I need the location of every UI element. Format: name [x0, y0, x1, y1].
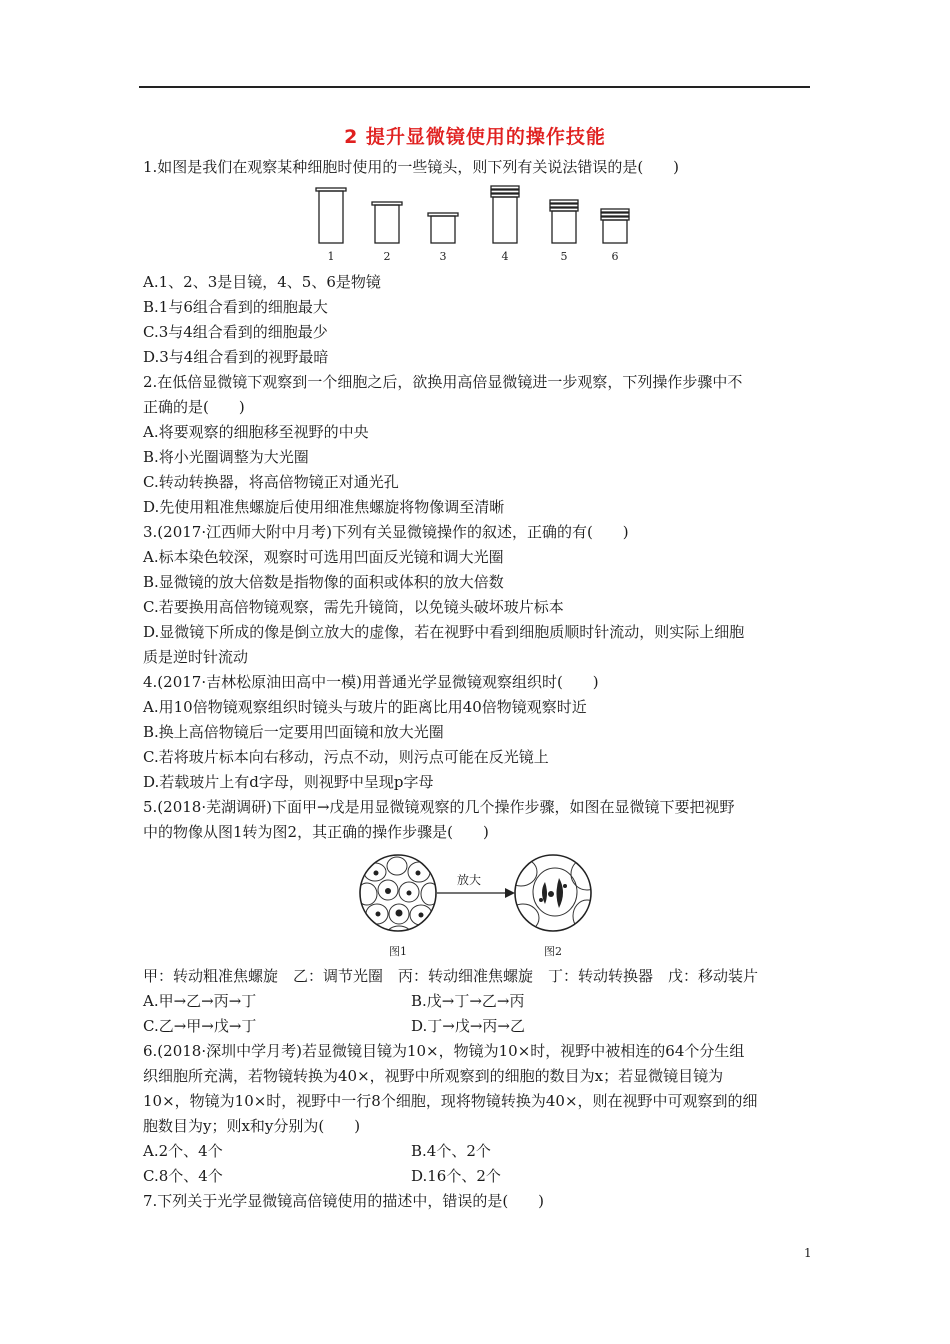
q6-option-d: D.16个、2个	[411, 1167, 501, 1185]
q6-stem-line2: 织细胞所充满，若物镜转换为40×，视野中所观察到的细胞的数目为x；若显微镜目镜为	[143, 1067, 724, 1085]
arrow-label: 放大	[456, 873, 482, 887]
q5-option-c: C.乙→甲→戊→丁	[143, 1017, 257, 1035]
eyepiece-2	[372, 202, 402, 243]
q5-steps: 甲：转动粗准焦螺旋 乙：调节光圈 丙：转动细准焦螺旋 丁：转动转换器 戊：移动装片	[143, 967, 759, 985]
caption-figure-2: 图2	[544, 945, 562, 958]
lens-label: 3	[439, 250, 447, 263]
q2-option-a: A.将要观察的细胞移至视野的中央	[143, 423, 369, 441]
q5-option-d: D.丁→戊→丙→乙	[411, 1017, 525, 1035]
view-low-magnification	[357, 855, 439, 942]
lens-label: 6	[611, 250, 619, 263]
eyepiece-1	[316, 188, 346, 243]
q2-option-b: B.将小光圈调整为大光圈	[143, 448, 309, 466]
lens-figure	[300, 180, 650, 266]
q1-option-b: B.1与6组合看到的细胞最大	[143, 298, 328, 316]
q6-option-b: B.4个、2个	[411, 1142, 491, 1160]
q5-option-a: A.甲→乙→丙→丁	[143, 992, 257, 1010]
q2-stem-line2: 正确的是( )	[143, 398, 245, 416]
q5-stem-line1: 5.(2018·芜湖调研)下面甲→戊是用显微镜观察的几个操作步骤，如图在显微镜下要把视野	[143, 798, 735, 816]
view-high-magnification	[505, 855, 603, 932]
lens-label: 4	[501, 250, 509, 263]
objective-4	[491, 186, 519, 243]
q6-stem-line1: 6.(2018·深圳中学月考)若显微镜目镜为10×，物镜为10×时，视野中被相连的64个分生组	[143, 1042, 745, 1060]
q4-option-b: B.换上高倍物镜后一定要用凹面镜和放大光圈	[143, 723, 444, 741]
q6-option-a: A.2个、4个	[143, 1142, 223, 1160]
q3-option-b: B.显微镜的放大倍数是指物像的面积或体积的放大倍数	[143, 573, 504, 591]
arrow-head	[505, 888, 515, 898]
top-rule	[139, 86, 810, 88]
q6-option-c: C.8个、4个	[143, 1167, 223, 1185]
q5-option-b: B.戊→丁→乙→丙	[411, 992, 525, 1010]
q2-option-c: C.转动转换器，将高倍物镜正对通光孔	[143, 473, 399, 491]
q7-stem: 7.下列关于光学显微镜高倍镜使用的描述中，错误的是( )	[143, 1192, 545, 1210]
q1-stem: 1.如图是我们在观察某种细胞时使用的一些镜头，则下列有关说法错误的是( )	[143, 158, 680, 176]
objective-6	[601, 209, 629, 243]
lens-label: 1	[327, 250, 335, 263]
q4-option-d: D.若载玻片上有d字母，则视野中呈现p字母	[143, 773, 434, 791]
q1-option-d: D.3与4组合看到的视野最暗	[143, 348, 329, 366]
lens-label: 2	[383, 250, 391, 263]
q4-option-a: A.用10倍物镜观察组织时镜头与玻片的距离比用40倍物镜观察时近	[143, 698, 587, 716]
lens-label: 5	[560, 250, 568, 263]
q3-option-d-line2: 质是逆时针流动	[143, 648, 249, 666]
q6-stem-line3: 10×，物镜为10×时，视野中一行8个细胞，现将物镜转换为40×，则在视野中可观察到的细	[143, 1092, 758, 1110]
page-number: 1	[804, 1246, 812, 1260]
q3-option-a: A.标本染色较深，观察时可选用凹面反光镜和调大光圈	[143, 548, 504, 566]
microscope-view-figure	[355, 852, 605, 962]
q5-stem-line2: 中的物像从图1转为图2，其正确的操作步骤是( )	[143, 823, 489, 841]
objective-5	[550, 200, 578, 243]
q3-option-d-line1: D.显微镜下所成的像是倒立放大的虚像，若在视野中看到细胞质顺时针流动，则实际上细胞	[143, 623, 745, 641]
q6-stem-line4: 胞数目为y；则x和y分别为( )	[143, 1117, 361, 1135]
q3-option-c: C.若要换用高倍物镜观察，需先升镜筒，以免镜头破坏玻片标本	[143, 598, 564, 616]
eyepiece-3	[428, 213, 458, 243]
q4-option-c: C.若将玻片标本向右移动，污点不动，则污点可能在反光镜上	[143, 748, 549, 766]
page-title: 2 提升显微镜使用的操作技能	[344, 126, 606, 148]
q2-option-d: D.先使用粗准焦螺旋后使用细准焦螺旋将物像调至清晰	[143, 498, 505, 516]
caption-figure-1: 图1	[389, 945, 407, 958]
q1-option-a: A.1、2、3是目镜，4、5、6是物镜	[143, 273, 381, 291]
q2-stem-line1: 2.在低倍显微镜下观察到一个细胞之后，欲换用高倍显微镜进一步观察，下列操作步骤中不	[143, 373, 743, 391]
q1-option-c: C.3与4组合看到的细胞最少	[143, 323, 328, 341]
q4-stem: 4.(2017·吉林松原油田高中一模)用普通光学显微镜观察组织时( )	[143, 673, 599, 691]
q3-stem: 3.(2017·江西师大附中月考)下列有关显微镜操作的叙述，正确的有( )	[143, 523, 629, 541]
